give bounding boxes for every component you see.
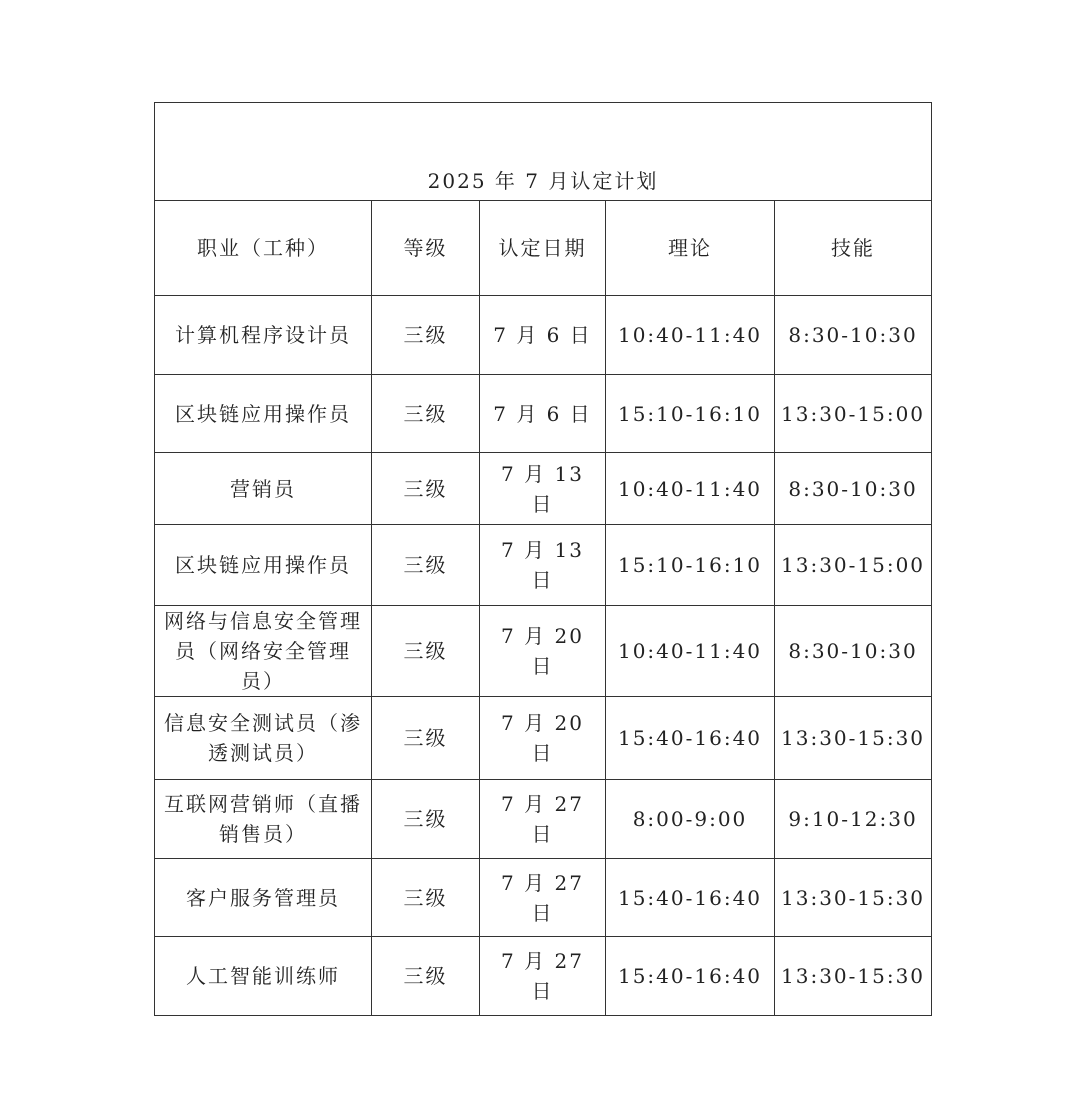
header-skill: 技能: [775, 201, 932, 296]
header-occupation: 职业（工种）: [155, 201, 372, 296]
cell-occupation: 互联网营销师（直播销售员）: [155, 780, 372, 859]
header-level: 等级: [372, 201, 480, 296]
cell-date: 7 月 13 日: [480, 525, 606, 606]
table-row: [155, 606, 932, 697]
cell-occupation: 区块链应用操作员: [155, 375, 372, 453]
cell-level: 三级: [372, 937, 480, 1016]
header-date: 认定日期: [480, 201, 606, 296]
cell-skill: 13:30-15:00: [775, 375, 932, 453]
cell-level: 三级: [372, 296, 480, 375]
cell-date: 7 月 27 日: [480, 780, 606, 859]
cell-level: 三级: [372, 859, 480, 937]
cell-occupation: 区块链应用操作员: [155, 525, 372, 606]
cell-theory: 8:00-9:00: [606, 780, 775, 859]
cell-occupation: 计算机程序设计员: [155, 296, 372, 375]
table-row: [155, 375, 932, 453]
title-cell: [155, 103, 932, 201]
schedule-title: 2025 年 7 月认定计划: [427, 169, 659, 193]
table-row: [155, 453, 932, 525]
schedule-table: [154, 102, 932, 1016]
cell-occupation: 人工智能训练师: [155, 937, 372, 1016]
table-row: [155, 697, 932, 780]
header-theory: 理论: [606, 201, 775, 296]
cell-date: 7 月 27 日: [480, 859, 606, 937]
cell-occupation: 营销员: [155, 453, 372, 525]
cell-theory: 10:40-11:40: [606, 606, 775, 697]
schedule-document: [154, 102, 931, 1007]
cell-theory: 15:40-16:40: [606, 859, 775, 937]
cell-level: 三级: [372, 606, 480, 697]
header-row: [155, 201, 932, 296]
cell-date: 7 月 6 日: [480, 375, 606, 453]
cell-date: 7 月 13 日: [480, 453, 606, 525]
cell-level: 三级: [372, 780, 480, 859]
cell-date: 7 月 6 日: [480, 296, 606, 375]
table-row: [155, 525, 932, 606]
cell-skill: 13:30-15:30: [775, 937, 932, 1016]
cell-skill: 9:10-12:30: [775, 780, 932, 859]
table-body: [155, 296, 932, 1016]
cell-skill: 8:30-10:30: [775, 296, 932, 375]
cell-level: 三级: [372, 453, 480, 525]
cell-level: 三级: [372, 697, 480, 780]
table-row: [155, 859, 932, 937]
table-row: [155, 780, 932, 859]
cell-date: 7 月 20 日: [480, 606, 606, 697]
cell-level: 三级: [372, 525, 480, 606]
cell-occupation: 网络与信息安全管理员（网络安全管理员）: [155, 606, 372, 697]
cell-date: 7 月 27 日: [480, 937, 606, 1016]
table-row: [155, 296, 932, 375]
cell-theory: 15:40-16:40: [606, 697, 775, 780]
cell-date: 7 月 20 日: [480, 697, 606, 780]
cell-occupation: 信息安全测试员（渗透测试员）: [155, 697, 372, 780]
cell-skill: 8:30-10:30: [775, 453, 932, 525]
cell-theory: 15:10-16:10: [606, 375, 775, 453]
cell-skill: 13:30-15:00: [775, 525, 932, 606]
cell-occupation: 客户服务管理员: [155, 859, 372, 937]
cell-theory: 15:10-16:10: [606, 525, 775, 606]
cell-theory: 10:40-11:40: [606, 453, 775, 525]
title-row: [155, 103, 932, 201]
cell-theory: 15:40-16:40: [606, 937, 775, 1016]
cell-skill: 13:30-15:30: [775, 859, 932, 937]
table-row: [155, 937, 932, 1016]
cell-skill: 13:30-15:30: [775, 697, 932, 780]
cell-theory: 10:40-11:40: [606, 296, 775, 375]
cell-level: 三级: [372, 375, 480, 453]
cell-skill: 8:30-10:30: [775, 606, 932, 697]
